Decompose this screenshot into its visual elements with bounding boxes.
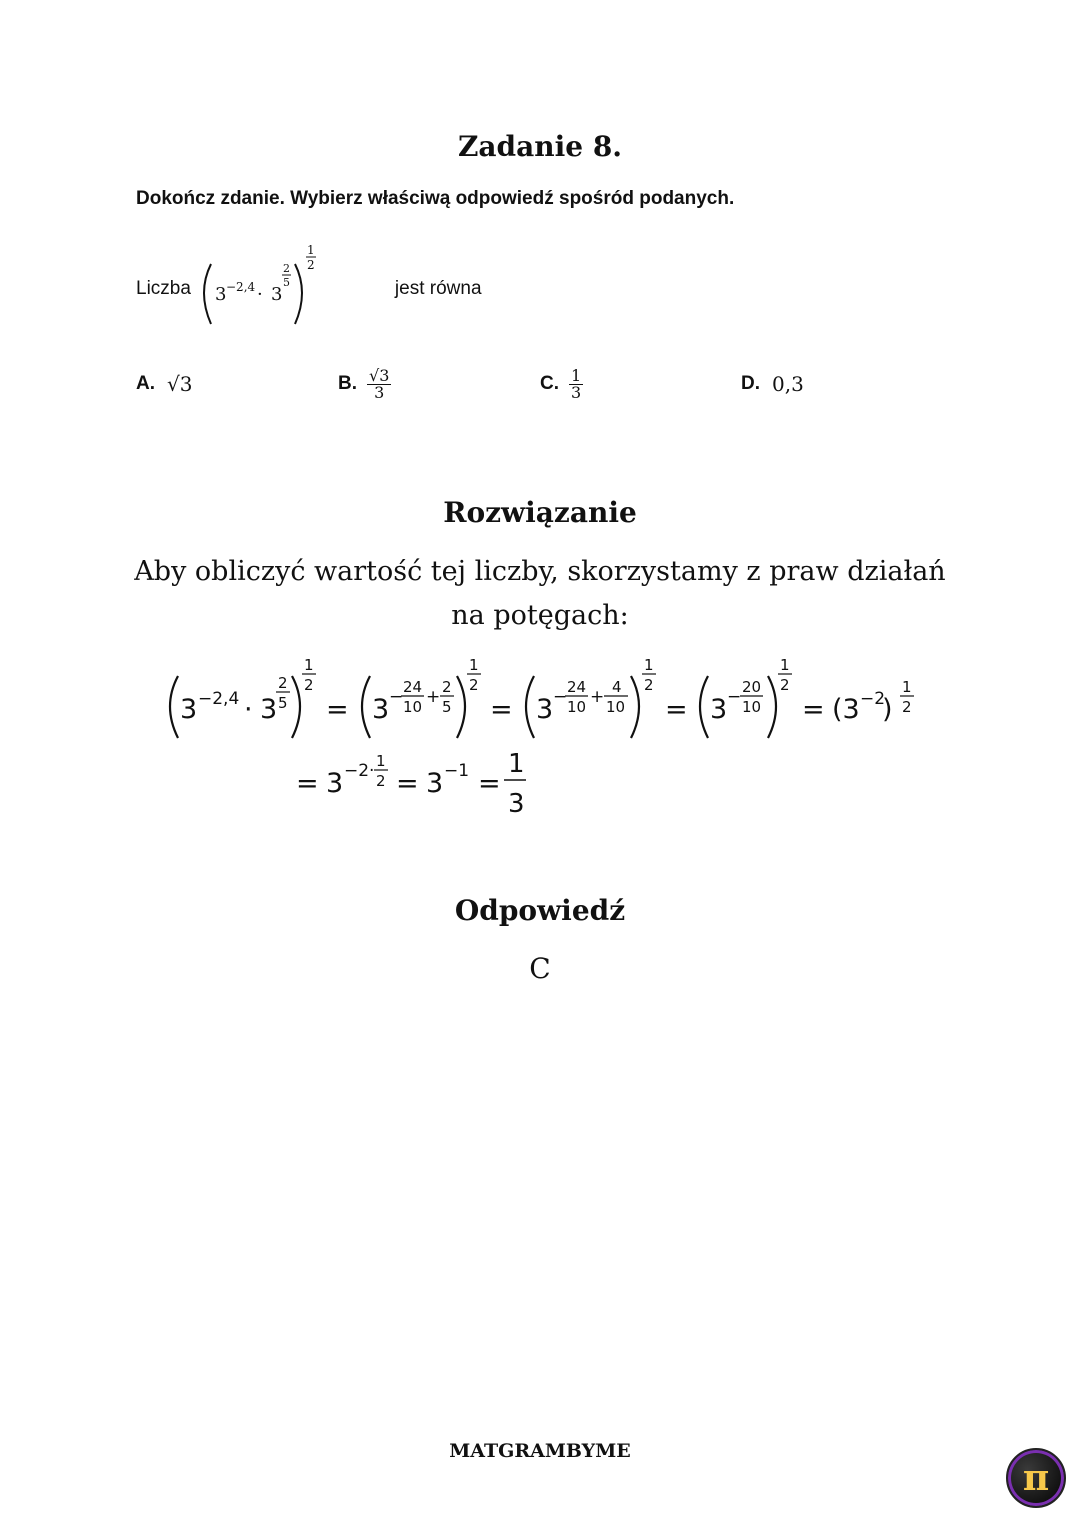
svg-text:3: 3 [508, 789, 525, 819]
option-fraction [569, 365, 583, 402]
svg-text:1: 1 [306, 244, 315, 257]
svg-text:2: 2 [376, 772, 386, 790]
solution-heading: Rozwiązanie [443, 496, 637, 529]
svg-text:10: 10 [403, 698, 423, 716]
solution-intro-line1: Aby obliczyć wartość tej liczby, skorzystamy z praw działań [134, 556, 946, 587]
svg-text:−2,4: −2,4 [225, 280, 256, 294]
svg-text:3: 3 [536, 694, 554, 725]
svg-text:2: 2 [278, 674, 288, 692]
footer-brand: MATGRAMBYME [449, 1440, 631, 1462]
svg-text:·: · [244, 694, 253, 725]
svg-text:=: = [396, 768, 419, 799]
solution-derivation [160, 648, 930, 828]
svg-text:1: 1 [304, 656, 314, 674]
svg-text:3: 3 [260, 694, 278, 725]
question-line [136, 244, 482, 334]
option-value: √3 [167, 372, 193, 396]
svg-text:=: = [296, 768, 319, 799]
svg-text:3: 3 [270, 284, 283, 305]
option-letter: D. [741, 373, 760, 394]
option-denominator: 3 [374, 382, 385, 402]
solution-intro-line2: na potęgach: [451, 600, 629, 631]
answer-heading: Odpowiedź [454, 894, 626, 927]
question-expression [195, 244, 391, 334]
option-numerator: √3 [369, 365, 390, 385]
svg-text:5: 5 [278, 694, 288, 712]
logo [1006, 1448, 1066, 1508]
option-value: 0,3 [772, 372, 804, 396]
svg-text:10: 10 [742, 698, 762, 716]
svg-text:2: 2 [304, 676, 314, 694]
option-letter: C. [540, 373, 559, 394]
svg-text:=: = [326, 694, 349, 725]
option-b[interactable] [338, 358, 391, 410]
task-instruction: Dokończ zdanie. Wybierz właściwą odpowiedź spośród podanych. [136, 188, 735, 209]
svg-text:3: 3 [326, 768, 344, 799]
svg-text:+: + [590, 687, 605, 707]
question-suffix: jest równa [394, 278, 482, 299]
svg-text:3: 3 [426, 768, 444, 799]
svg-text:−: − [727, 687, 742, 707]
svg-text:5: 5 [442, 698, 452, 716]
svg-text:24: 24 [403, 678, 423, 696]
svg-text:=: = [478, 768, 501, 799]
task-title: Zadanie 8. [457, 130, 623, 163]
svg-text:1: 1 [508, 749, 525, 779]
svg-text:−2,4: −2,4 [198, 689, 240, 709]
svg-text:1: 1 [902, 678, 912, 696]
svg-text:=: = [490, 694, 513, 725]
svg-text:2: 2 [644, 676, 654, 694]
answer-value: C [529, 952, 551, 985]
option-denominator: 3 [571, 382, 582, 402]
svg-text:24: 24 [567, 678, 587, 696]
pi-icon: π [1022, 1457, 1050, 1499]
svg-text:=: = [665, 694, 688, 725]
svg-text:−: − [553, 687, 568, 707]
svg-text:1: 1 [644, 656, 654, 674]
svg-text:1: 1 [469, 656, 479, 674]
svg-text:3: 3 [372, 694, 390, 725]
svg-text:10: 10 [606, 698, 626, 716]
svg-text:2: 2 [780, 676, 790, 694]
svg-text:2: 2 [469, 676, 479, 694]
option-d[interactable] [741, 362, 804, 406]
option-letter: B. [338, 373, 357, 394]
option-c[interactable] [540, 358, 583, 410]
option-letter: A. [136, 373, 155, 394]
svg-text:20: 20 [742, 678, 762, 696]
svg-text:=: = [802, 694, 825, 725]
svg-text:·: · [256, 284, 263, 305]
svg-text:3: 3 [710, 694, 728, 725]
svg-text:2: 2 [442, 678, 452, 696]
svg-text:−: − [389, 687, 404, 707]
svg-text:(3: (3 [832, 694, 860, 725]
svg-text:3: 3 [180, 694, 198, 725]
svg-text:+: + [426, 687, 441, 707]
option-fraction [367, 365, 391, 402]
svg-text:10: 10 [567, 698, 587, 716]
svg-text:−2·: −2· [344, 761, 375, 781]
svg-text:): ) [882, 694, 893, 725]
svg-text:2: 2 [282, 262, 290, 275]
option-numerator: 1 [571, 365, 582, 385]
svg-text:5: 5 [282, 276, 290, 289]
svg-text:2: 2 [902, 698, 912, 716]
svg-text:−1: −1 [444, 761, 470, 781]
option-a[interactable] [136, 362, 192, 406]
question-prefix: Liczba [136, 278, 191, 299]
svg-text:−2: −2 [860, 689, 886, 709]
svg-text:2: 2 [306, 258, 315, 272]
svg-text:1: 1 [780, 656, 790, 674]
svg-text:1: 1 [376, 752, 386, 770]
svg-text:4: 4 [612, 678, 622, 696]
svg-text:3: 3 [214, 284, 227, 305]
